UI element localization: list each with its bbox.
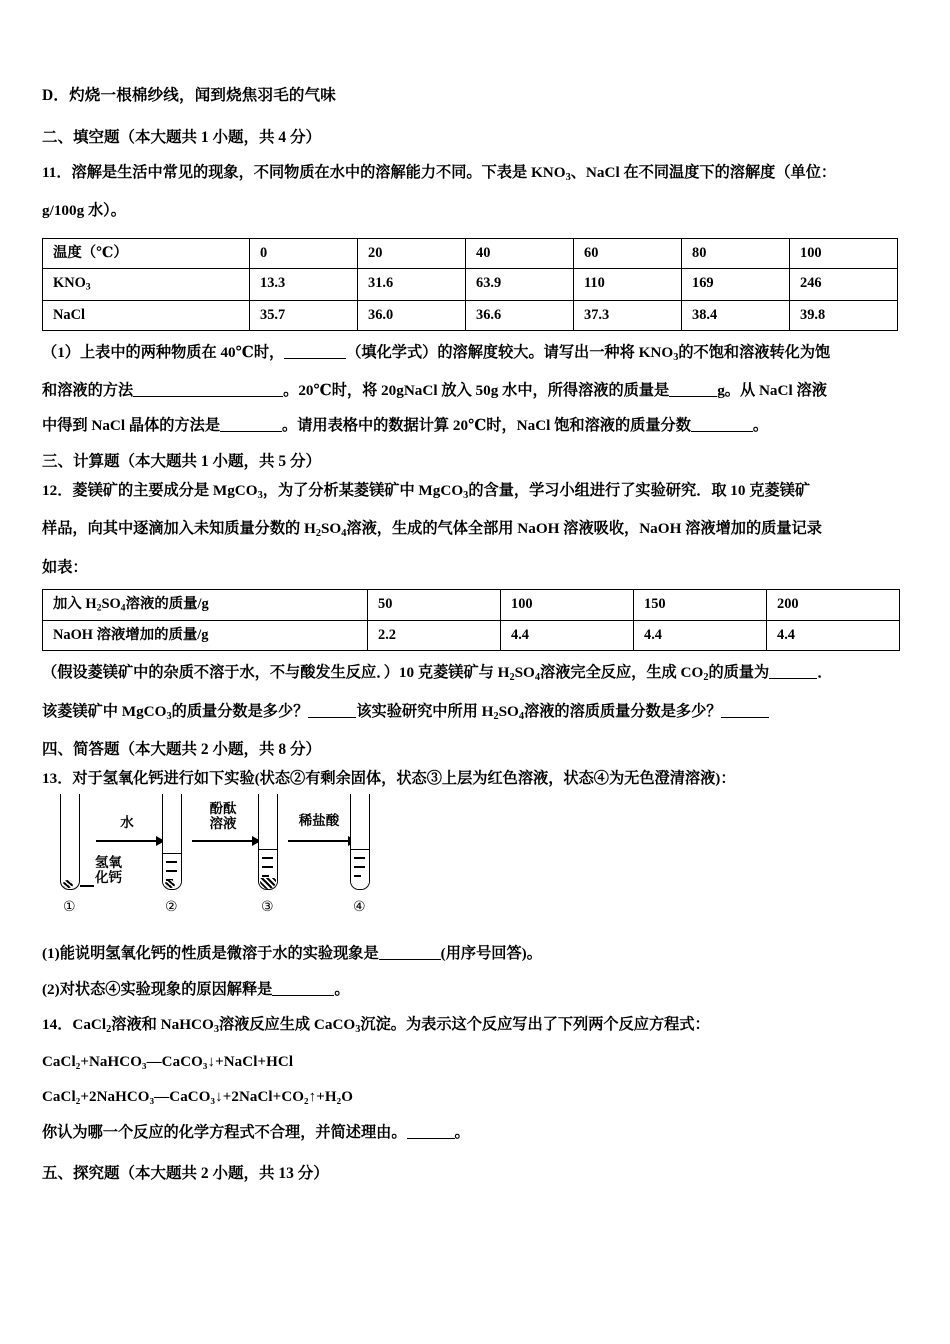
kno3-text: KNO xyxy=(53,275,86,292)
q12-text-e: 溶液，生成的气体全部用 NaOH 溶液吸收，NaOH 溶液增加的质量记录 xyxy=(346,520,822,538)
mgco3-subscript: 3 xyxy=(463,490,469,501)
kno3-subscript: 3 xyxy=(673,351,679,363)
spacer xyxy=(42,1140,908,1166)
question-11-line2: g/100g 水）。 xyxy=(42,202,126,220)
answer-blank[interactable] xyxy=(220,431,282,432)
answer-blank[interactable] xyxy=(308,717,356,718)
section-five-heading: 五、探究题（本大题共 2 小题，共 13 分） xyxy=(42,1165,329,1183)
q11s1-text-h: 。请用表格中的数据计算 20℃时，NaCl 饱和溶液的质量分数 xyxy=(282,417,691,435)
h2so4-text-a: 加入 H xyxy=(53,595,97,612)
question-11-line1 xyxy=(42,165,908,183)
q14-text-a: 14．CaCl xyxy=(42,1015,107,1033)
spacer xyxy=(42,575,908,589)
q13s1-tail: (用序号回答)。 xyxy=(440,945,542,963)
cell-temp-100: 100 xyxy=(790,239,898,269)
o4-subscript: 4 xyxy=(518,710,525,722)
cell-h2so4-200: 200 xyxy=(767,589,900,621)
tube-number-3: ③ xyxy=(261,899,274,916)
section-four-heading: 四、简答题（本大题共 2 小题，共 8 分） xyxy=(42,740,322,758)
spacer xyxy=(42,331,908,345)
q14-text-d: 沉淀。为表示这个反应写出了下列两个反应方程式： xyxy=(360,1015,710,1033)
cell-naoh-2: 4.4 xyxy=(501,621,634,651)
q11s1-text-f: g。从 NaCl 溶液 xyxy=(717,382,827,400)
answer-blank[interactable] xyxy=(769,678,817,679)
question-14-prompt xyxy=(42,1125,908,1140)
spacer xyxy=(42,1105,908,1125)
h2-subscript: 2 xyxy=(493,710,499,722)
spacer xyxy=(42,398,908,418)
tube-number-4: ④ xyxy=(353,899,366,916)
spacer xyxy=(42,218,908,238)
cell-temp-60: 60 xyxy=(574,239,682,269)
spacer xyxy=(42,722,908,742)
cell-h2so4-100: 100 xyxy=(501,589,634,621)
cell-temp-40: 40 xyxy=(466,239,574,269)
arrow-shaft xyxy=(288,840,350,842)
calcium-hydroxide-label xyxy=(95,856,122,885)
caco3-subscript: 3 xyxy=(355,1023,361,1035)
arrow-shaft xyxy=(96,840,158,842)
spacer xyxy=(42,501,908,521)
clear-solution-level xyxy=(351,849,369,889)
cell-h2so4-label xyxy=(43,589,368,621)
cell-naoh-1: 2.2 xyxy=(368,621,501,651)
test-tube-2 xyxy=(162,794,182,890)
h2-subscript: 2 xyxy=(509,672,515,684)
q12-text-d: 样品，向其中逐滴加入未知质量分数的 H xyxy=(42,520,316,538)
spacer xyxy=(42,684,908,704)
spacer xyxy=(42,962,908,982)
o4-subscript: 4 xyxy=(341,528,347,540)
q11-text-a: 11．溶解是生活中常见的现象，不同物质在水中的溶解能力不同。下表是 KNO xyxy=(42,164,566,181)
chemical-equation-1: CaCl₂+NaHCO₃—CaCO₃↓+NaCl+HCl xyxy=(42,1054,294,1071)
q12-text-c: 的含量，学习小组进行了实验研究．取 10 克菱镁矿 xyxy=(468,482,811,500)
q12-text-so: SO xyxy=(320,520,342,538)
h2-subscript: 2 xyxy=(315,528,321,540)
liquid-dash xyxy=(262,875,269,876)
spacer xyxy=(42,434,908,454)
q13s1-text: (1)能说明氢氧化钙的性质是微溶于水的实验现象是 xyxy=(42,945,379,963)
cell-kno3-0: 13.3 xyxy=(250,269,358,301)
question-13-stem: 13．对于氢氧化钙进行如下实验(状态②有剩余固体，状态③上层为红色溶液，状态④为无色澄清溶液)： xyxy=(42,770,736,788)
cell-kno3-40: 63.9 xyxy=(466,269,574,301)
answer-blank[interactable] xyxy=(721,717,769,718)
table-row-nacl xyxy=(43,300,898,330)
q11s1-text-i: 。 xyxy=(752,417,769,435)
section-three-heading: 三、计算题（本大题共 1 小题，共 5 分） xyxy=(42,452,322,470)
ca-label-line1: 氢氧 xyxy=(95,855,122,871)
answer-blank[interactable] xyxy=(284,358,346,359)
h2-subscript: 2 xyxy=(96,602,102,614)
spacer xyxy=(42,1070,908,1090)
reaction-data-table xyxy=(42,589,900,652)
arrow-label-water: 水 xyxy=(120,815,134,831)
question-13-sub1 xyxy=(42,946,908,961)
answer-blank[interactable] xyxy=(379,959,441,960)
spacer xyxy=(42,469,908,483)
section-two-heading: 二、填空题（本大题共 1 小题，共 4 分） xyxy=(42,128,322,146)
q11-text-b: 、NaCl 在不同温度下的溶解度（单位： xyxy=(570,164,837,181)
cell-temp-label: 温度（℃） xyxy=(43,239,250,269)
cacl2-subscript: 2 xyxy=(106,1023,112,1035)
cell-h2so4-50: 50 xyxy=(368,589,501,621)
q11s1-text-d: 和溶液的方法 xyxy=(42,382,134,400)
spacer xyxy=(42,540,908,560)
cell-temp-80: 80 xyxy=(682,239,790,269)
q13s2-text: (2)对状态④实验现象的原因解释是 xyxy=(42,980,273,998)
co2-subscript: 2 xyxy=(703,672,709,684)
h2so4-text-b: 溶液的质量/g xyxy=(125,595,209,612)
kno3-subscript: 3 xyxy=(85,282,91,294)
cell-naoh-4: 4.4 xyxy=(767,621,900,651)
answer-blank[interactable] xyxy=(407,1138,455,1139)
spacer xyxy=(42,1035,908,1055)
question-11-sub1-line1 xyxy=(42,345,908,363)
cell-h2so4-150: 150 xyxy=(634,589,767,621)
o4-subscript: 4 xyxy=(534,672,541,684)
spacer xyxy=(42,363,908,383)
cell-kno3-60: 110 xyxy=(574,269,682,301)
leader-line xyxy=(80,885,94,886)
q12t-text-b: 溶液完全反应，生成 CO xyxy=(540,664,704,682)
q12t-text-so: SO xyxy=(498,702,519,720)
spacer xyxy=(42,104,908,130)
q11s1-text-a: （1）上表中的两种物质在 40℃时， xyxy=(42,343,285,361)
q11s1-text-g: 中得到 NaCl 晶体的方法是 xyxy=(42,417,221,435)
q12t-text-so: SO xyxy=(514,664,535,682)
nahco3-subscript: 3 xyxy=(213,1023,219,1035)
liquid-dash xyxy=(354,875,361,876)
cell-nacl-20: 36.0 xyxy=(358,300,466,330)
solubility-table xyxy=(42,238,898,331)
cell-nacl-80: 38.4 xyxy=(682,300,790,330)
experiment-diagram xyxy=(50,792,390,932)
spacer xyxy=(42,997,908,1017)
test-tube-4 xyxy=(350,794,370,890)
h2so4-text-so: SO xyxy=(101,595,121,612)
phenolphthalein-line1: 酚酞 xyxy=(209,801,237,817)
q11-kno3-subscript: 3 xyxy=(565,171,571,183)
test-tube-3 xyxy=(258,794,278,890)
q12t-text-g: 该实验研究中所用 H xyxy=(356,702,494,720)
cell-naoh-label: NaOH 溶液增加的质量/g xyxy=(43,621,368,651)
question-13-sub2 xyxy=(42,982,908,997)
table-row-naoh xyxy=(43,621,900,651)
question-11-sub1-line2 xyxy=(42,383,908,398)
answer-blank[interactable] xyxy=(669,396,717,397)
cell-kno3-80: 169 xyxy=(682,269,790,301)
cell-kno3-100: 246 xyxy=(790,269,898,301)
cell-nacl-100: 39.8 xyxy=(790,300,898,330)
calcium-hydroxide-solid xyxy=(63,880,73,888)
cell-naoh-3: 4.4 xyxy=(634,621,767,651)
q12t-text-f: 的质量分数是多少？ xyxy=(171,702,309,720)
question-12-line3: 如表： xyxy=(42,558,88,576)
q14-prompt-tail: 。 xyxy=(454,1124,470,1142)
table-row-temperature xyxy=(43,239,898,269)
cell-nacl-0: 35.7 xyxy=(250,300,358,330)
q12t-text-c: 的质量为 xyxy=(708,664,770,682)
arrow-label-dilute-hcl: 稀盐酸 xyxy=(298,813,340,829)
answer-blank[interactable] xyxy=(133,396,283,397)
table-row-h2so4 xyxy=(43,589,900,621)
q11s1-text-b: （填化学式）的溶解度较大。请写出一种将 KNO xyxy=(346,343,674,361)
cell-nacl-40: 36.6 xyxy=(466,300,574,330)
cell-nacl-label: NaCl xyxy=(43,300,250,330)
arrow-shaft xyxy=(192,840,254,842)
spacer xyxy=(42,145,908,165)
o4-subscript: 4 xyxy=(120,602,126,614)
test-tube-1 xyxy=(60,794,80,890)
q11s1-text-c: 的不饱和溶液转化为饱 xyxy=(678,343,831,361)
q14-text-b: 溶液和 NaHCO xyxy=(111,1015,214,1033)
q12t-text-a: （假设菱镁矿中的杂质不溶于水，不与酸发生反应．）10 克菱镁矿与 H xyxy=(42,664,510,682)
q12-text-b: ，为了分析某菱镁矿中 MgCO xyxy=(262,482,464,500)
question-12-tail-line1 xyxy=(42,665,908,683)
cell-temp-20: 20 xyxy=(358,239,466,269)
tube-number-1: ① xyxy=(63,899,76,916)
q14-prompt-text: 你认为哪一个反应的化学方程式不合理，并简述理由。 xyxy=(42,1124,407,1142)
question-14-stem xyxy=(42,1017,908,1035)
cell-nacl-60: 37.3 xyxy=(574,300,682,330)
question-11-sub1-line3 xyxy=(42,418,908,433)
cell-temp-0: 0 xyxy=(250,239,358,269)
phenolphthalein-line2: 溶液 xyxy=(209,815,237,831)
q12t-text-h: 溶液的溶质质量分数是多少？ xyxy=(524,702,722,720)
question-12-tail-line2 xyxy=(42,704,908,722)
answer-blank[interactable] xyxy=(272,995,334,996)
answer-blank[interactable] xyxy=(691,431,753,432)
question-12-line2 xyxy=(42,521,908,539)
cell-kno3-label xyxy=(43,269,250,301)
q11s1-text-e: 。20℃时，将 20gNaCl 放入 50g 水中，所得溶液的质量是 xyxy=(283,382,670,400)
ca-label-line2: 化钙 xyxy=(95,869,122,885)
q13s2-tail: 。 xyxy=(334,980,350,998)
chemical-equation-2: CaCl₂+2NaHCO₃—CaCO₃↓+2NaCl+CO₂↑+H₂O xyxy=(42,1089,354,1106)
q12-text-a: 12．菱镁矿的主要成分是 MgCO xyxy=(42,482,258,500)
page-content xyxy=(42,88,908,1182)
table-row-kno3 xyxy=(43,269,898,301)
mgco3-subscript: 3 xyxy=(257,490,263,501)
arrow-label-phenolphthalein xyxy=(192,802,254,831)
question-12-line1 xyxy=(42,483,908,501)
spacer xyxy=(42,183,908,203)
cell-kno3-20: 31.6 xyxy=(358,269,466,301)
tube-number-2: ② xyxy=(165,899,178,916)
q12t-text-d: ． xyxy=(817,664,833,682)
q14-text-c: 溶液反应生成 CaCO xyxy=(218,1015,356,1033)
q12t-text-e: 该菱镁矿中 MgCO xyxy=(42,702,167,720)
option-d-line: D．灼烧一根棉纱线，闻到烧焦羽毛的气味 xyxy=(42,87,336,104)
mgco3-subscript: 3 xyxy=(166,710,172,722)
